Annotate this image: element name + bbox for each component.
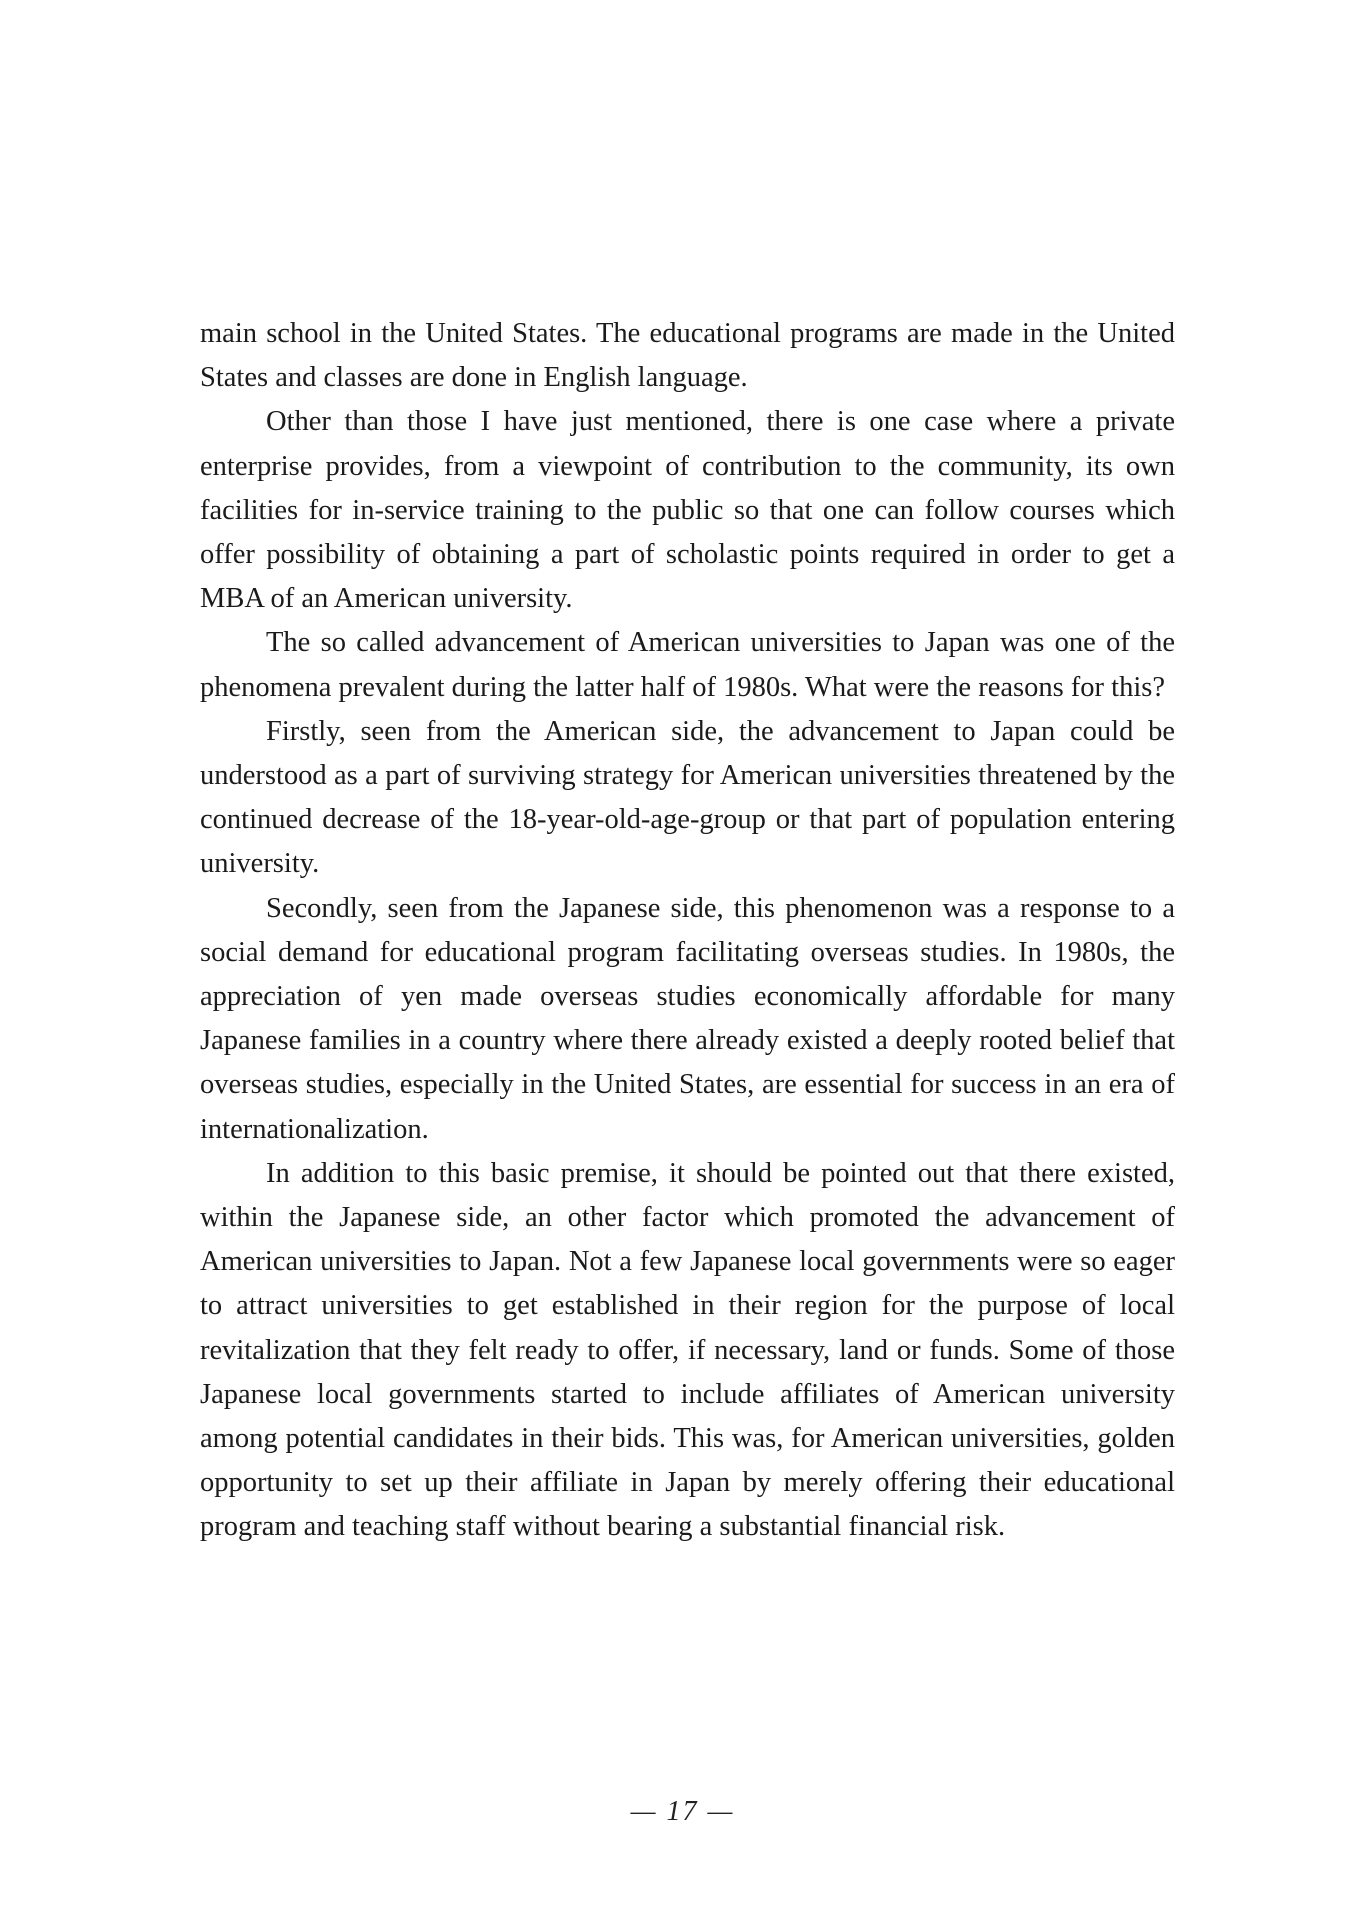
- paragraph-local-governments: In addition to this basic premise, it should be pointed out that there existed, within the Japanese side, an other factor which promoted the advancement of American universities to Japan. Not a few Japanese local governments were so eager to attract universities to get established in their region for the purpose of local revitalization that they felt ready to offer, if necessary, land or funds. Some of those Japanese local governments started to include affiliates of American university among potential candidates in their bids. This was, for American universities, golden opportunity to set up their affiliate in Japan by merely offering their educational program and teaching staff without bearing a substantial financial risk.: [200, 1157, 1175, 1543]
- page-body: [200, 312, 1175, 1550]
- paragraph-japanese-side: Secondly, seen from the Japanese side, this phenomenon was a response to a social demand for educational program facilitating overseas studies. In 1980s, the appreciation of yen made overseas studies economically affordable for many Japanese families in a country where there already existed a deeply rooted belief that overseas studies, especially in the United States, are essential for success in an era of internationalization.: [200, 892, 1175, 1145]
- paragraph-american-side: Firstly, seen from the American side, the advancement to Japan could be understood as a part of surviving strategy for American universities threatened by the continued decrease of the 18-year-old-age-group or that part of population entering university.: [200, 715, 1175, 880]
- paragraph-advancement-question: The so called advancement of American universities to Japan was one of the phenomena prevalent during the latter half of 1980s. What were the reasons for this?: [200, 627, 1175, 703]
- paragraph-private-enterprise: Other than those I have just mentioned, there is one case where a private enterprise provides, from a viewpoint of contribution to the community, its own facilities for in-service training to the public so that one can follow courses which offer possibility of obtaining a part of scholastic points required in order to get a MBA of an American university.: [200, 406, 1175, 615]
- page-number: — 17 —: [630, 1796, 735, 1827]
- paragraph-continued: main school in the United States. The educational programs are made in the United States and classes are done in English language.: [200, 318, 1175, 394]
